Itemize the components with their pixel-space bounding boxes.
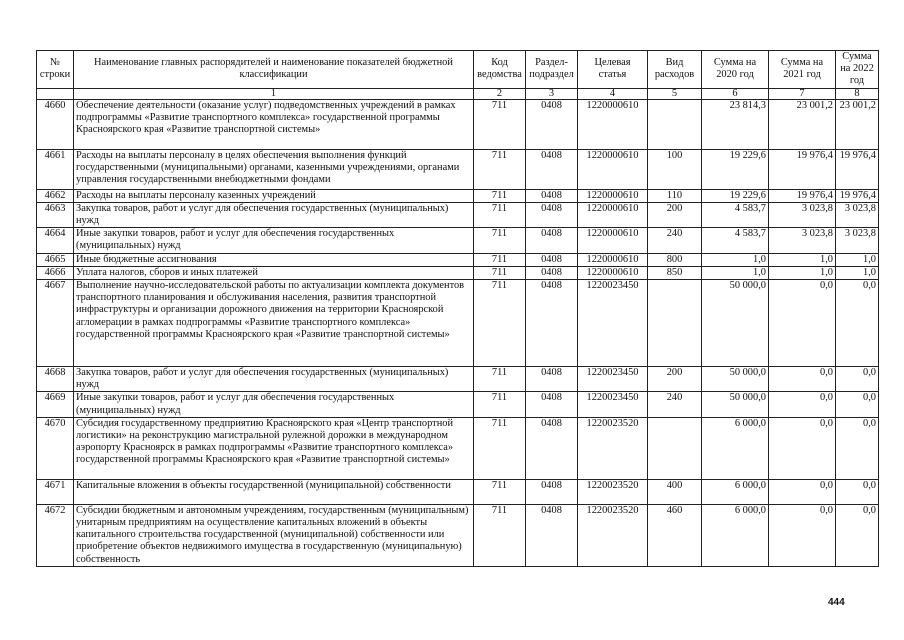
column-number: 2: [474, 88, 526, 99]
row-name-cell: Выполнение научно-исследовательской работы по актуализации комплекта документов транспортного планирования и обслуживания населения, развития транспортной инфраструктуры и организации дорожного движения на территории Красноярской агломерации в рамках подпрограммы «Развитие транспортного комплекса» государственной программы Красноярского края «Развитие транспортной системы»: [74, 280, 474, 367]
department-code-cell: 711: [474, 280, 526, 367]
section-cell: 0408: [526, 99, 578, 149]
section-cell: 0408: [526, 228, 578, 253]
sum-2021-cell: 19 976,4: [769, 189, 836, 202]
department-code-cell: 711: [474, 149, 526, 189]
sum-2022-cell: 3 023,8: [836, 202, 879, 227]
section-cell: 0408: [526, 266, 578, 279]
row-name-cell: Иные закупки товаров, работ и услуг для обеспечения государственных (муниципальных) нужд: [74, 392, 474, 417]
sum-2020-cell: 50 000,0: [702, 392, 769, 417]
target-item-cell: 1220000610: [578, 99, 648, 149]
row-name-cell: Расходы на выплаты персоналу в целях обеспечения выполнения функций государственными (муниципальными) органами, казенными учреждениями, органами управления государственными внебюджетными фондами: [74, 149, 474, 189]
row-number-cell: 4662: [37, 189, 74, 202]
row-number-cell: 4668: [37, 367, 74, 392]
target-item-cell: 1220023450: [578, 392, 648, 417]
header-name: Наименование главных распорядителей и наименование показателей бюджетной классификации: [74, 51, 474, 89]
header-section: Раздел-подраздел: [526, 51, 578, 89]
target-item-cell: 1220000610: [578, 202, 648, 227]
sum-2022-cell: 19 976,4: [836, 189, 879, 202]
target-item-cell: 1220000610: [578, 149, 648, 189]
row-number-cell: 4667: [37, 280, 74, 367]
sum-2022-cell: 3 023,8: [836, 228, 879, 253]
department-code-cell: 711: [474, 367, 526, 392]
row-name-cell: Субсидия государственному предприятию Красноярского края «Центр транспортной логистики» на реконструкцию магистральной рулежной дорожки в международном аэропорту Красноярск в рамках подпрограммы «Развитие транспортного комплекса» государственной программы Красноярского края «Развитие транспортной системы»: [74, 417, 474, 479]
sum-2021-cell: 23 001,2: [769, 99, 836, 149]
column-number: 8: [836, 88, 879, 99]
row-name-cell: Субсидии бюджетным и автономным учреждениям, государственным (муниципальным) унитарным предприятиям на осуществление капитальных вложений в объекты капитального строительства государственной (муниципальной) собственности или приобретение объектов недвижимого имущества в государственную (муниципальную) собственность: [74, 504, 474, 566]
expense-type-cell: 110: [648, 189, 702, 202]
expense-type-cell: 240: [648, 392, 702, 417]
row-number-cell: 4672: [37, 504, 74, 566]
expense-type-cell: [648, 417, 702, 479]
section-cell: 0408: [526, 417, 578, 479]
budget-table: [36, 50, 879, 567]
sum-2021-cell: 0,0: [769, 367, 836, 392]
sum-2021-cell: 1,0: [769, 253, 836, 266]
sum-2020-cell: 6 000,0: [702, 479, 769, 504]
department-code-cell: 711: [474, 417, 526, 479]
table-row: [37, 99, 879, 149]
row-name-cell: Обеспечение деятельности (оказание услуг) подведомственных учреждений в рамках подпрограммы «Развитие транспортного комплекса» государственной программы Красноярского края «Развитие транспортной системы»: [74, 99, 474, 149]
sum-2021-cell: 0,0: [769, 479, 836, 504]
table-row: [37, 149, 879, 189]
header-department-code: Код ведомства: [474, 51, 526, 89]
section-cell: 0408: [526, 392, 578, 417]
sum-2022-cell: 0,0: [836, 479, 879, 504]
sum-2020-cell: 4 583,7: [702, 228, 769, 253]
expense-type-cell: 460: [648, 504, 702, 566]
sum-2021-cell: 1,0: [769, 266, 836, 279]
row-name-cell: Уплата налогов, сборов и иных платежей: [74, 266, 474, 279]
table-row: [37, 253, 879, 266]
sum-2020-cell: 4 583,7: [702, 202, 769, 227]
sum-2021-cell: 0,0: [769, 504, 836, 566]
target-item-cell: 1220023450: [578, 280, 648, 367]
header-sum-2022: Сумма на 2022 год: [836, 51, 879, 89]
section-cell: 0408: [526, 202, 578, 227]
target-item-cell: 1220000610: [578, 266, 648, 279]
section-cell: 0408: [526, 280, 578, 367]
sum-2020-cell: 6 000,0: [702, 504, 769, 566]
section-cell: 0408: [526, 149, 578, 189]
sum-2022-cell: 0,0: [836, 367, 879, 392]
row-name-cell: Закупка товаров, работ и услуг для обеспечения государственных (муниципальных) нужд: [74, 202, 474, 227]
target-item-cell: 1220023520: [578, 504, 648, 566]
sum-2022-cell: 0,0: [836, 504, 879, 566]
sum-2021-cell: 19 976,4: [769, 149, 836, 189]
column-number-row: [37, 88, 879, 99]
column-number: 3: [526, 88, 578, 99]
row-number-cell: 4671: [37, 479, 74, 504]
target-item-cell: 1220023450: [578, 367, 648, 392]
header-sum-2021: Сумма на 2021 год: [769, 51, 836, 89]
section-cell: 0408: [526, 189, 578, 202]
section-cell: 0408: [526, 479, 578, 504]
row-number-cell: 4664: [37, 228, 74, 253]
row-name-cell: Иные бюджетные ассигнования: [74, 253, 474, 266]
target-item-cell: 1220000610: [578, 228, 648, 253]
row-number-cell: 4660: [37, 99, 74, 149]
sum-2022-cell: 0,0: [836, 280, 879, 367]
column-number: 1: [74, 88, 474, 99]
sum-2021-cell: 3 023,8: [769, 228, 836, 253]
sum-2020-cell: 1,0: [702, 253, 769, 266]
row-number-cell: 4670: [37, 417, 74, 479]
sum-2022-cell: 1,0: [836, 266, 879, 279]
sum-2020-cell: 23 814,3: [702, 99, 769, 149]
row-number-cell: 4661: [37, 149, 74, 189]
header-sum-2020: Сумма на 2020 год: [702, 51, 769, 89]
expense-type-cell: 200: [648, 367, 702, 392]
department-code-cell: 711: [474, 189, 526, 202]
sum-2022-cell: 1,0: [836, 253, 879, 266]
table-row: [37, 202, 879, 227]
sum-2021-cell: 0,0: [769, 392, 836, 417]
sum-2020-cell: 1,0: [702, 266, 769, 279]
column-number: 6: [702, 88, 769, 99]
row-name-cell: Капитальные вложения в объекты государственной (муниципальной) собственности: [74, 479, 474, 504]
page-number: 444: [828, 597, 845, 608]
expense-type-cell: 200: [648, 202, 702, 227]
table-row: [37, 228, 879, 253]
table-row: [37, 280, 879, 367]
sum-2020-cell: 19 229,6: [702, 189, 769, 202]
header-target-item: Целевая статья: [578, 51, 648, 89]
target-item-cell: 1220000610: [578, 253, 648, 266]
column-number: 7: [769, 88, 836, 99]
sum-2021-cell: 0,0: [769, 417, 836, 479]
row-name-cell: Расходы на выплаты персоналу казенных учреждений: [74, 189, 474, 202]
header-row: [37, 51, 879, 89]
target-item-cell: 1220023520: [578, 417, 648, 479]
sum-2020-cell: 19 229,6: [702, 149, 769, 189]
sum-2020-cell: 6 000,0: [702, 417, 769, 479]
expense-type-cell: 800: [648, 253, 702, 266]
table-row: [37, 367, 879, 392]
sum-2022-cell: 0,0: [836, 392, 879, 417]
table-row: [37, 504, 879, 566]
row-number-cell: 4669: [37, 392, 74, 417]
sum-2022-cell: 0,0: [836, 417, 879, 479]
table-row: [37, 266, 879, 279]
table-row: [37, 479, 879, 504]
expense-type-cell: 100: [648, 149, 702, 189]
column-number: 4: [578, 88, 648, 99]
column-number: 5: [648, 88, 702, 99]
row-number-cell: 4666: [37, 266, 74, 279]
table-row: [37, 189, 879, 202]
header-row-number: № строки: [37, 51, 74, 89]
department-code-cell: 711: [474, 202, 526, 227]
row-name-cell: Закупка товаров, работ и услуг для обеспечения государственных (муниципальных) нужд: [74, 367, 474, 392]
sum-2020-cell: 50 000,0: [702, 367, 769, 392]
table-row: [37, 392, 879, 417]
department-code-cell: 711: [474, 99, 526, 149]
sum-2020-cell: 50 000,0: [702, 280, 769, 367]
section-cell: 0408: [526, 504, 578, 566]
row-number-cell: 4665: [37, 253, 74, 266]
sum-2022-cell: 23 001,2: [836, 99, 879, 149]
row-number-cell: 4663: [37, 202, 74, 227]
column-number: [37, 88, 74, 99]
target-item-cell: 1220000610: [578, 189, 648, 202]
row-name-cell: Иные закупки товаров, работ и услуг для обеспечения государственных (муниципальных) нужд: [74, 228, 474, 253]
expense-type-cell: 400: [648, 479, 702, 504]
department-code-cell: 711: [474, 266, 526, 279]
sum-2021-cell: 3 023,8: [769, 202, 836, 227]
target-item-cell: 1220023520: [578, 479, 648, 504]
sum-2021-cell: 0,0: [769, 280, 836, 367]
section-cell: 0408: [526, 253, 578, 266]
header-expense-type: Вид расходов: [648, 51, 702, 89]
department-code-cell: 711: [474, 504, 526, 566]
expense-type-cell: [648, 99, 702, 149]
expense-type-cell: [648, 280, 702, 367]
sum-2022-cell: 19 976,4: [836, 149, 879, 189]
department-code-cell: 711: [474, 228, 526, 253]
table-row: [37, 417, 879, 479]
department-code-cell: 711: [474, 479, 526, 504]
department-code-cell: 711: [474, 253, 526, 266]
department-code-cell: 711: [474, 392, 526, 417]
section-cell: 0408: [526, 367, 578, 392]
expense-type-cell: 850: [648, 266, 702, 279]
expense-type-cell: 240: [648, 228, 702, 253]
